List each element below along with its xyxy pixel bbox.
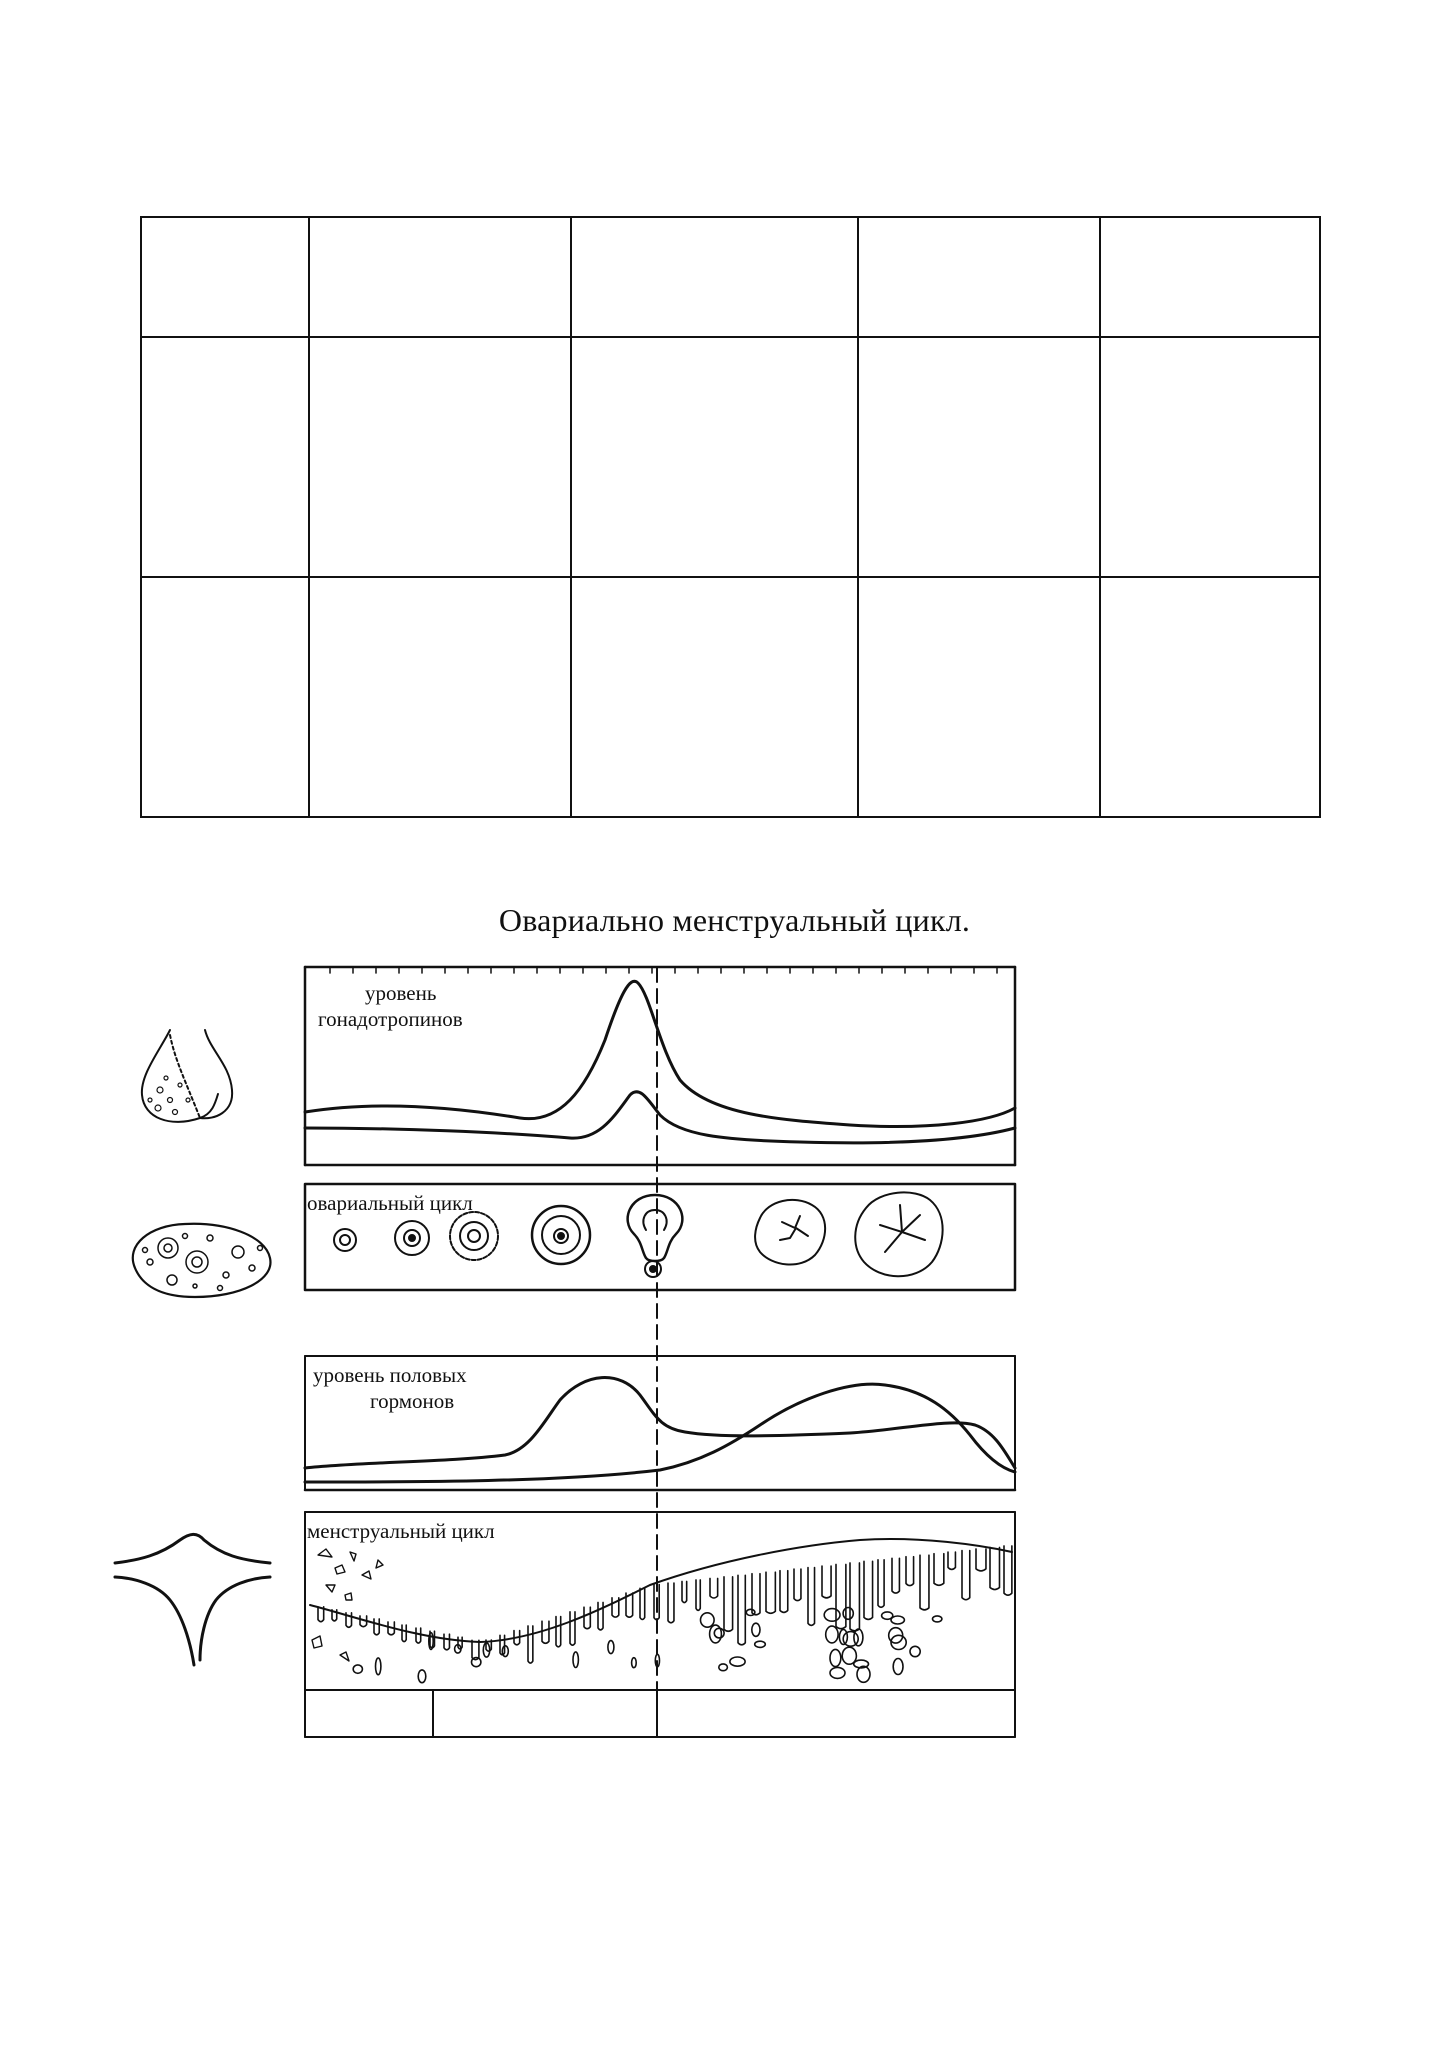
gland-outline [696, 1580, 700, 1611]
gland-outline [766, 1572, 775, 1613]
gland-section [893, 1659, 903, 1675]
shedding-debris [312, 1549, 383, 1661]
gland-outline [668, 1583, 674, 1623]
gland-outline [892, 1558, 899, 1593]
gland-section [843, 1608, 853, 1620]
corpus-albicans-icon [855, 1192, 942, 1276]
gland-outline [962, 1551, 970, 1600]
gland-section [830, 1667, 845, 1678]
gland-section [752, 1623, 760, 1636]
gland-outline [738, 1575, 745, 1645]
sex-hormones-panel [305, 1356, 1015, 1490]
gland-outline [920, 1555, 929, 1610]
gland-section [701, 1613, 715, 1627]
gland-outline [850, 1563, 859, 1631]
gland-outline [528, 1626, 533, 1663]
gland-section [857, 1666, 870, 1682]
gonadotropins-label-line1: уровень [365, 981, 437, 1005]
gland-section [830, 1649, 841, 1666]
menstrual-cycle-panel [305, 1512, 1015, 1737]
ovarian-cycle-label: овариальный цикл [307, 1191, 473, 1215]
endometrium-surface [310, 1539, 1012, 1642]
gonadotropin-fsh-curve [305, 1092, 1015, 1143]
sex-hormones-label-line1: уровень половых [313, 1363, 467, 1387]
gland-outline [724, 1577, 733, 1631]
gland-outline [864, 1561, 873, 1619]
gland-section [632, 1658, 637, 1668]
gland-section [573, 1652, 578, 1668]
gland-outline [556, 1617, 561, 1647]
gland-outline [1004, 1546, 1012, 1595]
antral-follicle-icon [532, 1206, 590, 1264]
gland-outline [752, 1574, 760, 1615]
secondary-follicle-icon [450, 1212, 498, 1260]
gland-outline [948, 1552, 955, 1569]
gland-section [714, 1628, 724, 1638]
gland-outline [878, 1560, 884, 1607]
gland-section [746, 1609, 755, 1615]
gland-outline [976, 1549, 986, 1571]
primary-follicle-icon [395, 1221, 429, 1255]
gland-outline [542, 1621, 549, 1643]
gland-section [376, 1658, 381, 1675]
gland-section [910, 1646, 920, 1656]
menstrual-cycle-label: менструальный цикл [307, 1519, 495, 1543]
ovary-icon [133, 1224, 271, 1297]
gland-section [933, 1616, 942, 1622]
primordial-follicle-icon [334, 1229, 356, 1251]
gland-outline [374, 1619, 379, 1635]
gland-section [826, 1626, 838, 1643]
gland-section [730, 1657, 745, 1666]
gland-outline [808, 1568, 815, 1626]
gonadotropins-panel [305, 967, 1015, 1165]
gland-outline [598, 1602, 603, 1630]
gland-section [353, 1665, 362, 1673]
gland-outline [794, 1569, 801, 1601]
uterus-icon [115, 1534, 270, 1665]
corpus-luteum-icon [755, 1200, 825, 1265]
gland-section [719, 1664, 728, 1671]
gland-section [842, 1647, 856, 1664]
gland-outline [990, 1547, 999, 1589]
gland-outline [710, 1578, 718, 1598]
pituitary-gland-icon [142, 1030, 232, 1122]
gland-section [608, 1641, 614, 1654]
gland-section [418, 1670, 426, 1683]
gonadotropins-label-line2: гонадотропинов [318, 1007, 463, 1031]
gland-outline [402, 1625, 406, 1642]
gland-outline [906, 1557, 914, 1586]
gland-section [891, 1616, 904, 1624]
gland-outline [682, 1581, 687, 1602]
gland-outline [934, 1554, 944, 1586]
endometrial-glands [318, 1546, 1012, 1683]
ovulating-follicle-icon [628, 1195, 683, 1277]
gland-outline [570, 1612, 575, 1645]
sex-hormones-label-line2: гормонов [370, 1389, 455, 1413]
gland-section [824, 1609, 840, 1622]
gland-outline [416, 1628, 421, 1643]
gland-section [755, 1641, 766, 1647]
ovarian-cycle-panel [305, 1184, 1015, 1290]
gland-outline [640, 1588, 645, 1619]
gland-section [710, 1625, 722, 1643]
gland-outline [444, 1634, 449, 1650]
gland-outline [584, 1607, 590, 1629]
gland-outline [472, 1640, 479, 1659]
gland-outline [780, 1571, 788, 1613]
gland-outline [822, 1566, 831, 1598]
gland-section [843, 1632, 858, 1647]
diagram-title: Овариально менструальный цикл. [498, 902, 971, 938]
